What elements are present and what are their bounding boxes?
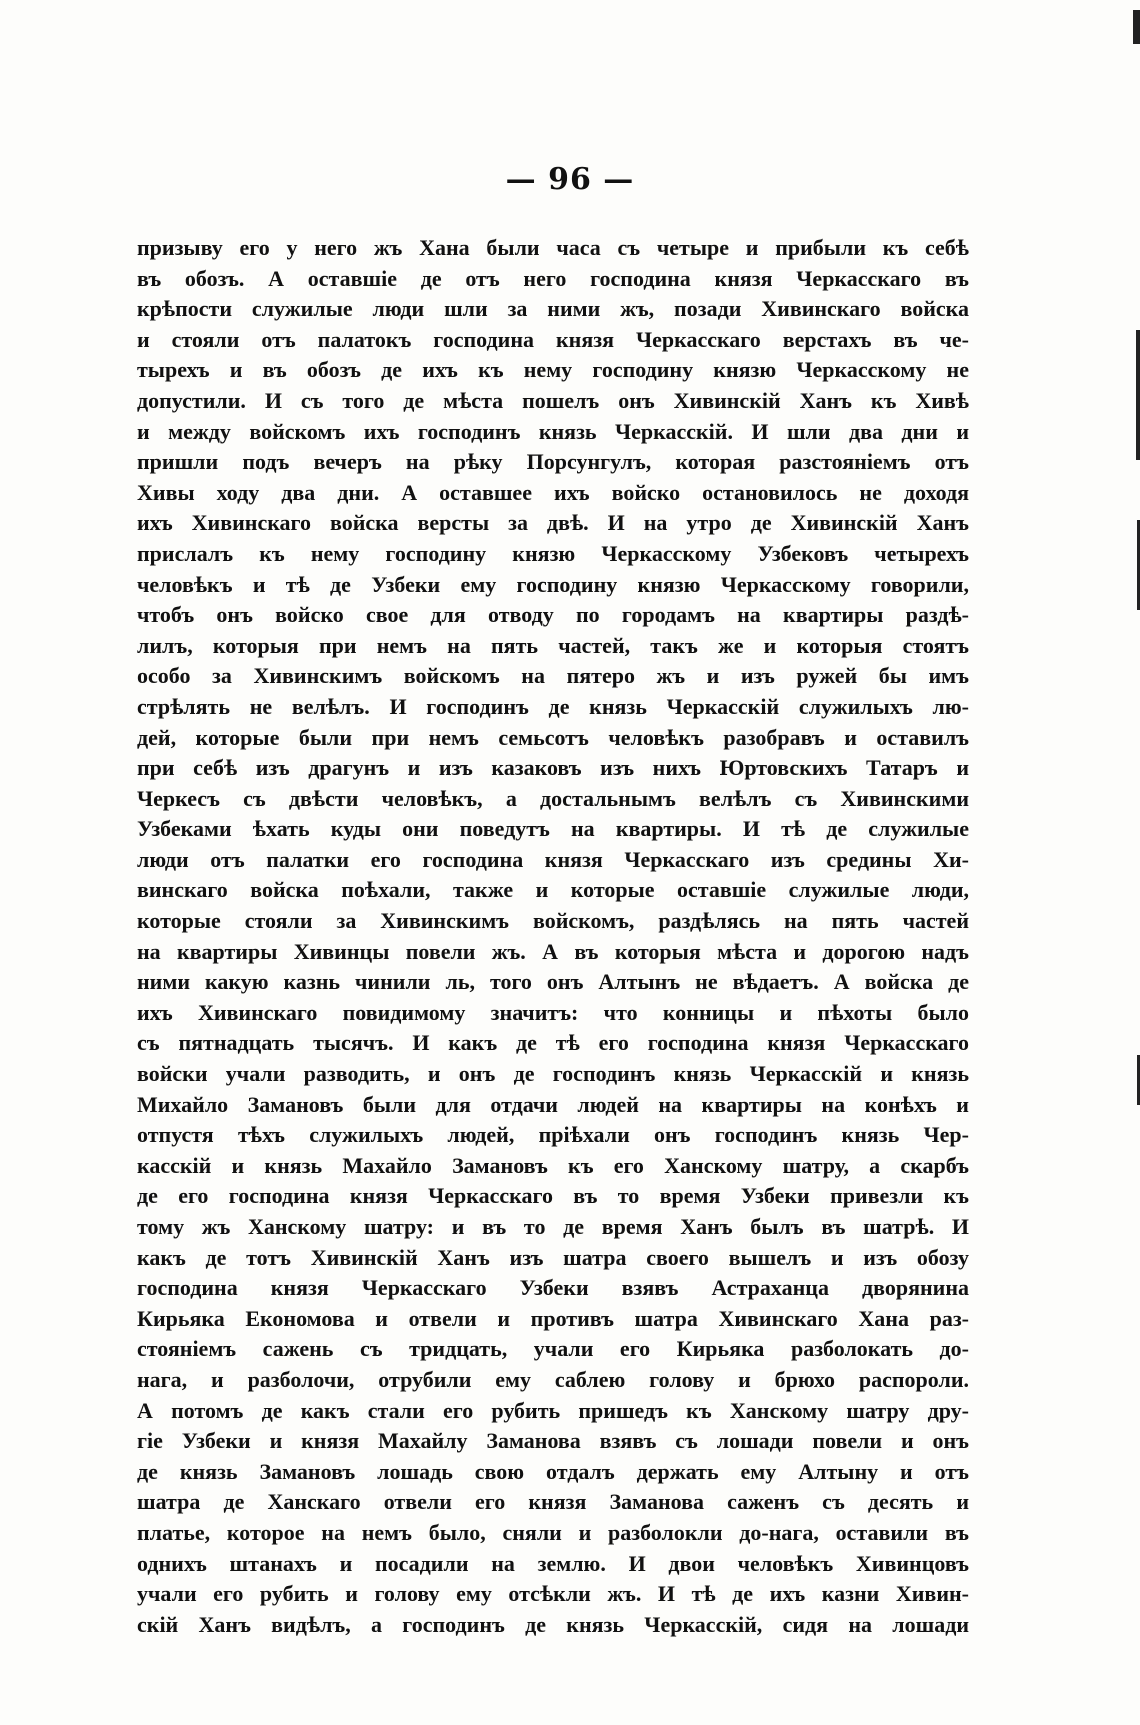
text-line: люди отъ палатки его господина князя Черкасскаго изъ средины Хи- [137,846,969,872]
text-line: учали его рубить и голову ему отсѣкли жъ. И тѣ де ихъ казни Хивин- [137,1581,969,1607]
text-line: ихъ Хивинскаго войска версты за двѣ. И на утро де Хивинскій Ханъ [137,510,969,536]
text-line: А потомъ де какъ стали его рубить пришедъ къ Ханскому шатру дру- [137,1397,969,1423]
text-line: стрѣлять не велѣлъ. И господинъ де князь Черкасскій служилыхъ лю- [137,693,969,719]
text-line: де князь Замановъ лошадь свою отдалъ держать ему Алтыну и отъ [137,1458,969,1484]
text-line: какъ де тотъ Хивинскій Ханъ изъ шатра своего вышелъ и изъ обозу [137,1244,969,1270]
text-line: Узбеками ѣхать куды они поведутъ на квартиры. И тѣ де служилые [137,816,969,842]
text-line: Кирьяка Економова и отвели и противъ шатра Хивинскаго Хана раз- [137,1305,969,1331]
text-line: въ обозъ. А оставшіе де отъ него господина князя Черкасскаго въ [137,265,969,291]
text-line: тому жъ Ханскому шатру: и въ то де время Ханъ былъ въ шатрѣ. И [137,1214,969,1239]
text-line: платье, которое на немъ было, сняли и разболокли до-нага, оставили въ [137,1519,969,1545]
text-line: однихъ штанахъ и посадили на землю. И двои человѣкъ Хивинцовъ [137,1550,969,1576]
text-line: Черкесъ съ двѣсти человѣкъ, а достальнымъ велѣлъ съ Хивинскими [137,785,969,811]
page-number-header: — 96 — [505,162,635,197]
text-line: стояніемъ сажень съ тридцать, учали его Кирьяка разболокать до- [137,1336,969,1362]
text-line: касскій и князь Махайло Замановъ къ его Ханскому шатру, а скарбъ [137,1152,969,1178]
text-line: крѣпости служилые люди шли за ними жъ, позади Хивинскаго войска [137,296,969,322]
text-line: и между войскомъ ихъ господинъ князь Черкасскій. И шли два дни и [137,418,969,444]
text-line: войски учали разводить, и онъ де господинъ князь Черкасскій и князь [137,1061,969,1087]
text-line: винскаго войска поѣхали, также и которые оставшіе служилые люди, [137,877,969,903]
text-line: призыву его у него жъ Хана были часа съ четыре и прибыли къ себѣ [137,235,969,260]
text-line: ихъ Хивинскаго повидимому значитъ: что конницы и пѣхоты было [137,999,969,1025]
text-line: при себѣ изъ драгунъ и изъ казаковъ изъ нихъ Юртовскихъ Татаръ и [137,755,969,781]
text-line: дей, которые были при немъ семьсотъ человѣкъ разобравъ и оставилъ [137,724,969,750]
text-line: чтобъ онъ войско свое для отводу по городамъ на квартиры раздѣ- [137,602,969,628]
text-line: гіе Узбеки и князя Махайлу Заманова взявъ съ лошади повели и онъ [137,1428,969,1454]
text-line: и стояли отъ палатокъ господина князя Черкасскаго верстахъ въ че- [137,326,969,352]
text-line: прислалъ къ нему господину князю Черкасскому Узбековъ четырехъ [137,540,969,566]
text-line: господина князя Черкасскаго Узбеки взявъ Астраханца дворянина [137,1275,969,1301]
text-line: пришли подъ вечеръ на рѣку Порсунгулъ, которая разстояніемъ отъ [137,449,969,475]
scan-edge-mark [1133,10,1140,44]
text-line: допустили. И съ того де мѣста пошелъ онъ Хивинскій Ханъ къ Хивѣ [137,387,969,413]
text-line: особо за Хивинскимъ войскомъ на пятеро жъ и изъ ружей бы имъ [137,663,969,689]
scan-edge-mark [1136,330,1140,460]
text-line: Хивы ходу два дни. А оставшее ихъ войско остановилось не доходя [137,479,969,505]
text-line: отпустя тѣхъ служилыхъ людей, пріѣхали онъ господинъ князь Чер- [137,1122,969,1148]
text-line: человѣкъ и тѣ де Узбеки ему господину князю Черкасскому говорили, [137,571,969,597]
text-line: нага, и разболочи, отрубили ему саблею голову и брюхо распороли. [137,1366,969,1392]
text-line: Михайло Замановъ были для отдачи людей на квартиры на конѣхъ и [137,1091,969,1117]
text-line: шатра де Ханскаго отвели его князя Заманова саженъ съ десять и [137,1489,969,1515]
text-line: де его господина князя Черкасскаго въ то время Узбеки привезли къ [137,1183,969,1209]
text-line: тырехъ и въ обозъ де ихъ къ нему господину князю Черкасскому не [137,357,969,383]
page-text-body [137,233,969,1640]
text-line: лилъ, которыя при немъ на пять частей, такъ же и которыя стоятъ [137,632,969,658]
text-line: съ пятнадцать тысячъ. И какъ де тѣ его господина князя Черкасскаго [137,1030,969,1056]
text-line: на квартиры Хивинцы повели жъ. А въ которыя мѣста и дорогою надъ [137,938,969,964]
text-line: скій Ханъ видѣлъ, а господинъ де князь Черкасскій, сидя на лошади [137,1611,969,1637]
text-line: которые стояли за Хивинскимъ войскомъ, раздѣлясь на пять частей [137,908,969,934]
text-line: ними какую казнь чинили ль, того онъ Алтынъ не вѣдаетъ. А войска де [137,969,969,995]
